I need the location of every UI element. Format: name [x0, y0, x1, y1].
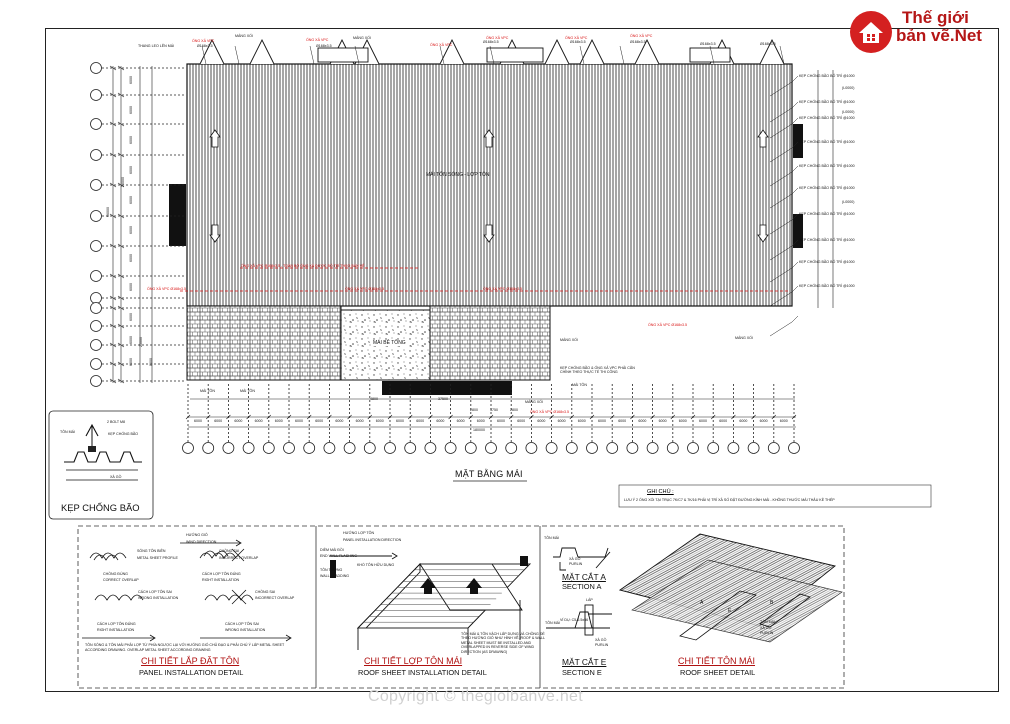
- grid-bubble-left-2: [91, 119, 102, 130]
- logo-line1: Thế giới: [902, 8, 969, 27]
- bottom-dim-7: 6000: [335, 419, 344, 423]
- right-label-0: KẸP CHỐNG BÃO BỐ TRÍ @1000: [799, 74, 855, 78]
- grid-bubble-left-8: [91, 293, 102, 304]
- panel-label-8: CÁCH LỢP TÔN ĐÚNG: [202, 572, 241, 576]
- left-dim-7: 6000: [129, 283, 133, 291]
- roofdetail-label-0: TÔN MÁI: [760, 620, 775, 624]
- roofsheet-title-vn: CHI TIẾT LỢP TÔN MÁI: [364, 656, 463, 666]
- roofsheet-title-en: ROOF SHEET INSTALLATION DETAIL: [358, 668, 487, 677]
- leader-top-7: [620, 46, 624, 64]
- top-label-1: ỐNG XẢ VPC: [192, 39, 215, 43]
- kep-label-clip: KẸP CHỐNG BÃO: [108, 432, 139, 436]
- copyright-watermark: Copyright © thegioibanve.net: [368, 688, 583, 705]
- right-label-6: KẸP CHỐNG BÃO BỐ TRÍ @1000: [799, 212, 855, 216]
- section-a-label-1: XÀ GỒ: [569, 557, 581, 561]
- left-dim-4: 6000: [129, 196, 133, 204]
- top-dim-4: Ø168x3.5: [630, 40, 646, 44]
- grid-bubble-bottom-26: [708, 443, 719, 454]
- top-label-8: ỐNG XẢ VPC: [630, 34, 653, 38]
- grid-bubble-left-4: [91, 180, 102, 191]
- red-note-1: ỐNG XẢ VPC Ø168x3.5: [147, 287, 186, 291]
- leader-top-2: [310, 46, 314, 64]
- bottom-dim-small-2: 2800: [470, 408, 478, 412]
- section-e-label-0: LÁP: [586, 598, 593, 602]
- right-label-4: KẸP CHỐNG BÃO BỐ TRÍ @1000: [799, 164, 855, 168]
- grid-bubble-left-0: [91, 63, 102, 74]
- right-label-8: KẸP CHỐNG BÃO BỐ TRÍ @1000: [799, 260, 855, 264]
- grid-bubble-bottom-14: [465, 443, 476, 454]
- left-dim-10: 6000: [129, 358, 133, 366]
- grid-bubble-bottom-17: [526, 443, 537, 454]
- bottom-dim-small-1: 37500: [438, 397, 448, 401]
- grid-bubble-bottom-12: [425, 443, 436, 454]
- gutter-left: [169, 184, 186, 246]
- roofsheet-label-2: DIỀM MÁI ĐỒI: [320, 548, 344, 552]
- ridge-6: [545, 40, 569, 64]
- bottom-dim-21: 6000: [618, 419, 627, 423]
- panel-label-5: CORRECT OVERLAP: [103, 578, 139, 582]
- red-note-2: ỐNG XẢ VPC Ø168x3.5: [345, 287, 384, 291]
- grid-bubble-bottom-2: [223, 443, 234, 454]
- panel-label-0: HƯỚNG GIÓ: [186, 533, 208, 537]
- panel-label-4: CHỒNG ĐÚNG: [103, 572, 128, 576]
- right-dim-0: (L0000): [842, 86, 855, 90]
- left-dim-0: 6000: [129, 76, 133, 84]
- grid-bubble-bottom-20: [587, 443, 598, 454]
- lower-roof-left: [187, 306, 341, 380]
- gutter-box-0: [318, 48, 368, 62]
- roofdetail-title-en: ROOF SHEET DETAIL: [680, 668, 756, 677]
- house-logo-icon: [850, 11, 892, 53]
- grid-bubble-bottom-22: [627, 443, 638, 454]
- grid-bubble-left-13: [91, 376, 102, 387]
- section-e-label-2: TÔN MÁI: [545, 621, 560, 625]
- bottom-dim-9: 6000: [375, 419, 384, 423]
- gutter-bottom: [382, 381, 512, 395]
- right-label-5: KẸP CHỐNG BÃO BỐ TRÍ @1000: [799, 186, 855, 190]
- left-dim-2: 6000: [129, 136, 133, 144]
- section-e-title-vn: MẶT CẮT E: [562, 657, 607, 667]
- grid-bubble-left-11: [91, 340, 102, 351]
- red-note-3: ỐNG XẢ VPC Ø168x3.5: [483, 287, 522, 291]
- grid-bubble-bottom-9: [364, 443, 375, 454]
- lower-roof-right: [430, 306, 550, 380]
- bottom-dim-1: 6000: [214, 419, 223, 423]
- bottom-dim-4: 6000: [274, 419, 283, 423]
- right-label-2: KẸP CHỐNG BÃO BỐ TRÍ @1000: [799, 116, 855, 120]
- left-total-1: 70000: [121, 177, 125, 187]
- grid-bubble-left-12: [91, 359, 102, 370]
- roofdetail-marker-a: A: [700, 600, 704, 606]
- grid-bubble-bottom-27: [728, 443, 739, 454]
- section-a-title-en: SECTION A: [562, 582, 602, 591]
- top-label-0: THANG LEO LÊN MÁI: [138, 44, 175, 48]
- grid-bubble-left-7: [91, 271, 102, 282]
- panel-label-15: RIGHT INSTALLATION: [97, 628, 135, 632]
- lower-label-3: MÁNG XỐI: [525, 400, 543, 404]
- roofdetail-marker-e: E: [728, 608, 732, 614]
- grid-bubble-bottom-4: [263, 443, 274, 454]
- bottom-total: 180000: [473, 428, 485, 432]
- panel-label-6: CHỒNG SAI: [219, 549, 240, 553]
- panel-footnote: TÔN SÓNG & TÔN MÁI PHẢI LỢP TỪ PHÍA NGƯỢC LẠI VỚI HƯỚNG GIÓ CHỦ ĐẠO & PHẢI CHÚ Ý LẮP METAL SHEET ACCORDING DRAWING. OVERLAP METAL SHEET ACCORDING DRAWING: [85, 643, 285, 652]
- top-label-4: MÁNG XỐI: [353, 36, 371, 40]
- top-label-7: ỐNG XẢ VPC: [565, 36, 588, 40]
- lower-label-0: MÁNG XỐI: [735, 336, 753, 340]
- grid-bubble-left-3: [91, 150, 102, 161]
- grid-bubble-bottom-8: [344, 443, 355, 454]
- kep-title: KẸP CHỐNG BÃO: [61, 502, 140, 513]
- roofsheet-label-1: PANEL INSTALLATION DIRECTION: [343, 538, 402, 542]
- right-label-7: KẸP CHỐNG BÃO BỐ TRÍ @1000: [799, 238, 855, 242]
- red-note-4: ỐNG XẢ VPC Ø168x3.5: [648, 323, 687, 327]
- left-dim-6: 6000: [129, 254, 133, 262]
- grid-bubble-bottom-13: [445, 443, 456, 454]
- bottom-dim-23: 6000: [658, 419, 667, 423]
- bottom-dim-29: 6000: [779, 419, 788, 423]
- bottom-dim-18: 6000: [557, 419, 566, 423]
- bottom-dim-28: 6000: [759, 419, 768, 423]
- kep-label-sheet: TÔN MÁI: [60, 430, 75, 434]
- note-title: GHI CHÚ :: [647, 489, 674, 495]
- bottom-dim-10: 6000: [396, 419, 404, 423]
- panel-label-12: CHỒNG SAI: [255, 590, 276, 594]
- section-e-label-4: PURLIN: [595, 643, 609, 647]
- grid-bubble-bottom-3: [243, 443, 254, 454]
- grid-bubble-bottom-7: [324, 443, 335, 454]
- bottom-dim-14: 6000: [476, 419, 485, 423]
- section-e-label-3: XÀ GỒ: [595, 638, 607, 642]
- right-label-1: KẸP CHỐNG BÃO BỐ TRÍ @1000: [799, 100, 855, 104]
- bottom-dim-16: 6000: [517, 419, 526, 423]
- roofdetail-title-vn: CHI TIẾT TÔN MÁI: [678, 656, 756, 666]
- bottom-dim-27: 6000: [739, 419, 748, 423]
- bottom-dim-8: 6000: [355, 419, 364, 423]
- right-label-9: KẸP CHỐNG BÃO BỐ TRÍ @1000: [799, 284, 855, 288]
- panel-label-2: SÓNG TÔN BIÊN: [137, 549, 166, 553]
- left-total-3: 8000: [149, 358, 153, 366]
- section-e-title-en: SECTION E: [562, 668, 602, 677]
- section-e-label-1: VÍ DỤ: C5-5.5x56: [560, 618, 589, 622]
- bottom-dim-6: 6000: [315, 419, 324, 423]
- bottom-dim-0: 6000: [194, 419, 202, 423]
- bottom-dim-11: 6000: [416, 419, 425, 423]
- grid-bubble-bottom-28: [748, 443, 759, 454]
- top-label-3: ỐNG XẢ VPC: [306, 38, 329, 42]
- left-dim-9: 6000: [129, 336, 133, 344]
- panel-label-1: WIND DIRECTION: [186, 540, 217, 544]
- bottom-dim-small-0: 4800: [370, 397, 378, 401]
- right-label-3: KẸP CHỐNG BÃO BỐ TRÍ @1000: [799, 140, 855, 144]
- lower-label-1: MÁI TÔN: [200, 389, 215, 393]
- site-logo[interactable]: [847, 8, 1007, 58]
- left-total-0: 66000: [106, 207, 110, 217]
- panel-label-14: CÁCH LỢP TÔN ĐÚNG: [97, 622, 136, 626]
- bottom-dim-15: 6000: [497, 419, 505, 423]
- grid-bubble-bottom-0: [183, 443, 194, 454]
- top-label-6: ỐNG XẢ VPC: [486, 36, 509, 40]
- bottom-dim-25: 6000: [699, 419, 707, 423]
- top-dim-5: Ø168x3.5: [700, 42, 716, 46]
- main-roof-area: [187, 64, 792, 306]
- grid-bubble-bottom-18: [546, 443, 557, 454]
- section-a-title-vn: MẶT CẮT A: [562, 572, 606, 582]
- panel-label-16: CÁCH LỢP TÔN SAI: [225, 622, 259, 626]
- bottom-dim-2: 6000: [234, 419, 243, 423]
- bottom-dim-26: 6000: [719, 419, 728, 423]
- grid-bubble-bottom-23: [647, 443, 658, 454]
- bottom-dim-13: 6000: [456, 419, 465, 423]
- roofsheet-label-0: HƯỚNG LỢP TÔN: [343, 531, 375, 535]
- bottom-dim-17: 6000: [537, 419, 546, 423]
- top-label-2: MÁNG XỐI: [235, 34, 253, 38]
- panel-label-9: RIGHT INSTALLATION: [202, 578, 240, 582]
- bottom-dim-small-3: 3750: [490, 408, 498, 412]
- kep-label-purlin: XÀ GỒ: [110, 475, 122, 479]
- gutter-box-2: [690, 48, 730, 62]
- panel-title-vn: CHI TIẾT LẮP ĐẶT TÔN: [141, 656, 240, 666]
- leader-top-1: [235, 46, 239, 64]
- right-dim-1: (L0000): [842, 110, 855, 114]
- roofsheet-label-6: WALL CLADDING: [320, 574, 350, 578]
- lower-label-4: ỐNG XẢ VPC Ø168x3.5: [530, 410, 569, 414]
- top-label-5: ỐNG XẢ VPC: [430, 43, 453, 47]
- plan-title: MẶT BẰNG MÁI: [455, 469, 523, 479]
- grid-bubble-bottom-15: [486, 443, 497, 454]
- leader-right-10: [770, 316, 798, 336]
- note-text: LƯU Ý 2 ỐNG XỐI TẠI TRỤC 7K/C7 & 7K/16 PHẢI VỊ TRÍ XẢ SỐ ĐẶT ĐƯỜNG KÍNH MÁI - KHÔNG THƯỚC MÁI THÂU KỀ THÉP: [624, 498, 835, 502]
- right-dim-2: (L0000): [842, 200, 855, 204]
- top-dim-2: Ø168x3.5: [483, 40, 499, 44]
- panel-label-10: CÁCH LỢP TÔN SAI: [138, 590, 172, 594]
- grid-bubble-bottom-6: [304, 443, 315, 454]
- panel-label-3: METAL SHEET PROFILE: [137, 556, 178, 560]
- bottom-dim-20: 6000: [598, 419, 606, 423]
- grid-bubble-bottom-21: [607, 443, 618, 454]
- grid-bubble-bottom-11: [405, 443, 416, 454]
- right-note: KẸP CHỐNG BÃO & ỐNG XẢ VPC PHẢI CĂN CHỈNH THEO THỰC TẾ THI CÔNG: [560, 366, 635, 375]
- section-a-label-0: TÔN MÁI: [544, 536, 559, 540]
- grid-bubble-left-5: [91, 211, 102, 222]
- bottom-dim-small-4: 2800: [510, 408, 518, 412]
- kep-label-bolt: 2 BOLT M8: [107, 420, 126, 424]
- grid-bubble-bottom-24: [667, 443, 678, 454]
- grid-bubble-bottom-1: [203, 443, 214, 454]
- lower-label-2: MÁI TÔN: [240, 389, 255, 393]
- top-dim-3: Ø168x3.5: [570, 40, 586, 44]
- panel-title-en: PANEL INSTALLATION DETAIL: [139, 668, 244, 677]
- grid-bubble-bottom-30: [789, 443, 800, 454]
- left-dim-5: 6000: [129, 226, 133, 234]
- lower-label-5: MÁNG XỐI: [560, 338, 578, 342]
- logo-line2: bản vẽ.Net: [896, 26, 982, 45]
- panel-label-7: INCORRECT OVERLAP: [219, 556, 259, 560]
- roofsheet-label-5: TÔN TƯỜNG: [320, 568, 343, 572]
- left-dim-3: 6000: [129, 166, 133, 174]
- grid-bubble-bottom-19: [566, 443, 577, 454]
- roofsheet-note: TÔN MÁI & TÔN VÁCH LẮP DỰNG VÀ CHỒNG ĐÈ THEO HƯỚNG GIÓ NHƯ HÌNH VẼ. ROOF & WALL METAL SHEET MUST BE INSTALLED AND OVERLAPPED IN REVERSE SIDE OF WIND DIRECTION (AS DRAWING): [461, 632, 545, 654]
- roofdetail-label-1: XÀ GỒ: [760, 626, 772, 630]
- panel-label-11: WRONG INSTALLATION: [138, 596, 179, 600]
- top-dim-1: Ø168x3.5: [316, 44, 332, 48]
- bottom-dim-24: 6000: [678, 419, 687, 423]
- grid-bubble-bottom-5: [284, 443, 295, 454]
- roofdetail-label-2: PURLIN: [760, 631, 774, 635]
- roofsheet-label-4: KHỔ TÔN HỮU DỤNG: [357, 563, 395, 567]
- roofdetail-marker-b: B: [770, 600, 774, 606]
- grid-bubble-left-6: [91, 241, 102, 252]
- bottom-dim-12: 6000: [436, 419, 445, 423]
- panel-label-17: WRONG INSTALLATION: [225, 628, 266, 632]
- top-dim-6: Ø168x3.5: [760, 42, 776, 46]
- ridge-1: [250, 40, 274, 64]
- panel-label-13: INCORRECT OVERLAP: [255, 596, 295, 600]
- bottom-dim-19: 6000: [577, 419, 586, 423]
- bottom-dim-3: 6000: [254, 419, 263, 423]
- skylight-label: MÁI BÊ TÔNG: [373, 340, 406, 346]
- gutter-box-1: [487, 48, 543, 62]
- red-note-0: ỐNG XẢ VPC Ø168x3.5 - TOÀN BỘ ỐNG XẢ ĐƯỢC BỐ TRÍ THEO BẢN VẼ: [241, 264, 365, 268]
- gutter-right-mid: [793, 214, 803, 248]
- bottom-dim-5: 6000: [295, 419, 303, 423]
- roofsheet-label-3: END WALL FLASHING: [320, 554, 358, 558]
- left-dim-1: 6000: [129, 106, 133, 114]
- grid-bubble-left-1: [91, 90, 102, 101]
- top-dim-0: Ø168x3.5: [197, 44, 213, 48]
- section-a-label-2: PURLIN: [569, 562, 583, 566]
- left-dim-8: 6000: [129, 313, 133, 321]
- lower-label-6: MÁI TÔN: [572, 383, 587, 387]
- grid-bubble-bottom-29: [768, 443, 779, 454]
- grid-bubble-bottom-25: [688, 443, 699, 454]
- bottom-dim-22: 6000: [638, 419, 647, 423]
- roof-label: MÁI TÔN SÓNG - LỢP TÔN: [426, 172, 490, 178]
- grid-bubble-left-10: [91, 321, 102, 332]
- grid-bubble-left-9: [91, 303, 102, 314]
- left-total-2: 25000: [139, 337, 143, 347]
- grid-bubble-bottom-16: [506, 443, 517, 454]
- grid-bubble-bottom-10: [385, 443, 396, 454]
